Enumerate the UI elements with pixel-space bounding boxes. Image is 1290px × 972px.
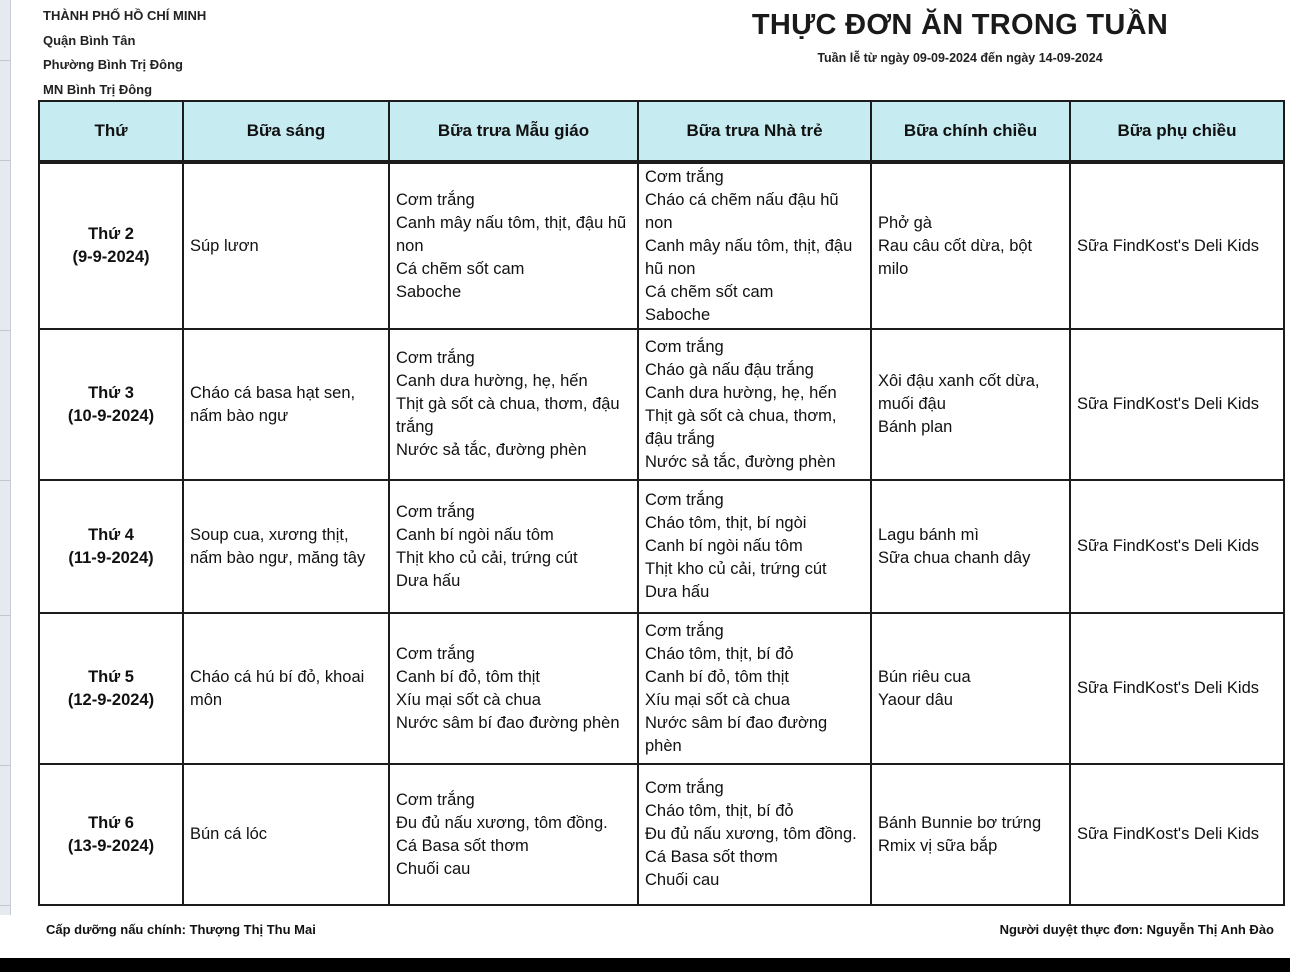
- rail-tick: [0, 330, 10, 331]
- dish-item: Saboche: [396, 282, 462, 301]
- dish-item: Nước sả tắc, đường phèn: [396, 441, 587, 459]
- dish-item: Lagu bánh mì: [878, 525, 979, 544]
- col-header-afternoon-main: Bữa chính chiều: [871, 101, 1070, 162]
- day-label: Thứ 2: [88, 225, 134, 243]
- dish-item: Sữa FindKost's Deli Kids: [1077, 679, 1260, 697]
- dish-item: Canh dưa hường, hẹ, hến: [645, 383, 837, 402]
- institution-header: [43, 4, 206, 102]
- day-label: Thứ 5: [88, 667, 134, 686]
- breakfast-cell: [183, 480, 389, 613]
- dish-item: Cơm trắng: [645, 621, 724, 640]
- head-cook-signature-line: Cấp dưỡng nấu chính: Thượng Thị Thu Mai: [46, 922, 316, 937]
- afternoon-snack-cell: [1070, 764, 1284, 905]
- afternoon-snack-cell: [1070, 329, 1284, 480]
- afternoon-main-cell: [871, 613, 1070, 764]
- dish-item: Cháo tôm, thịt, bí ngòi: [645, 514, 807, 532]
- rail-tick: [0, 905, 10, 906]
- lunch-nursery-cell: [638, 162, 871, 329]
- dish-item: Cháo cá hú bí đỏ, khoai môn: [190, 667, 365, 709]
- dish-item: Canh bí ngòi nấu tôm: [396, 525, 554, 544]
- dish-item: Chuối cau: [645, 871, 720, 889]
- dish-item: Cháo tôm, thịt, bí đỏ: [645, 644, 794, 663]
- dish-item: Soup cua, xương thịt, nấm bào ngư, măng tây: [190, 525, 366, 567]
- dish-item: Canh mây nấu tôm, thịt, đậu hũ non: [396, 213, 627, 255]
- dish-item: Đu đủ nấu xương, tôm đồng.: [645, 825, 857, 843]
- table-row: [39, 613, 1284, 764]
- screen-bottom-band: [0, 958, 1290, 972]
- lunch-kindergarten-cell: [389, 613, 638, 764]
- dish-item: Cháo tôm, thịt, bí đỏ: [645, 802, 794, 820]
- dish-item: Bún cá lóc: [190, 825, 268, 843]
- breakfast-cell: [183, 162, 389, 329]
- week-range: Tuần lễ từ ngày 09-09-2024 đến ngày 14-09-2024: [817, 51, 1103, 65]
- menu-approver-line: Người duyệt thực đơn: Nguyễn Thị Anh Đào: [999, 922, 1274, 937]
- afternoon-snack-cell: [1070, 613, 1284, 764]
- dish-item: Xíu mại sốt cà chua: [645, 690, 790, 709]
- dish-item: Cháo cá basa hạt sen, nấm bào ngư: [190, 383, 356, 425]
- rail-tick: [0, 615, 10, 616]
- dish-item: Phở gà: [878, 213, 932, 232]
- dish-item: Cá chẽm sốt cam: [396, 259, 525, 278]
- table-row: [39, 329, 1284, 480]
- city-name: THÀNH PHỐ HỒ CHÍ MINH: [43, 8, 207, 23]
- afternoon-main-cell: [871, 480, 1070, 613]
- day-date: (9-9-2024): [72, 248, 150, 266]
- afternoon-snack-cell: [1070, 480, 1284, 613]
- dish-item: Cá Basa sốt thơm: [645, 848, 778, 866]
- day-date: (11-9-2024): [68, 548, 154, 567]
- day-date: (10-9-2024): [67, 406, 155, 425]
- dish-item: Sữa FindKost's Deli Kids: [1077, 537, 1260, 555]
- rail-tick: [0, 60, 10, 61]
- dish-item: Cơm trắng: [645, 337, 724, 356]
- dish-item: Sữa chua chanh dây: [878, 548, 1031, 567]
- afternoon-main-cell: [871, 329, 1070, 480]
- dish-item: Súp lươn: [190, 236, 259, 255]
- table-row: [39, 480, 1284, 613]
- dish-item: Cơm trắng: [645, 167, 724, 186]
- dish-item: Cơm trắng: [645, 779, 724, 797]
- dish-item: Cơm trắng: [396, 190, 475, 209]
- document-title: THỰC ĐƠN ĂN TRONG TUẦN: [751, 9, 1169, 41]
- day-cell: [39, 764, 183, 905]
- dish-item: Rau câu cốt dừa, bột milo: [878, 236, 1033, 278]
- breakfast-cell: [183, 329, 389, 480]
- dish-item: Cá Basa sốt thơm: [396, 836, 529, 855]
- dish-item: Cháo gà nấu đậu trắng: [645, 360, 814, 379]
- weekly-menu-table: [38, 100, 1285, 906]
- lunch-kindergarten-cell: [389, 162, 638, 329]
- rail-tick: [0, 160, 10, 161]
- dish-item: Bánh plan: [878, 418, 953, 436]
- day-label: Thứ 3: [88, 383, 134, 402]
- rail-tick: [0, 480, 10, 481]
- day-date: (12-9-2024): [67, 690, 155, 709]
- dish-item: Canh bí ngòi nấu tôm: [645, 537, 803, 555]
- day-cell: [39, 162, 183, 329]
- ward-name: Phường Bình Trị Đông: [43, 57, 183, 72]
- dish-item: Nước sâm bí đao đường phèn: [645, 713, 828, 755]
- dish-item: Dưa hấu: [645, 583, 710, 601]
- lunch-kindergarten-cell: [389, 480, 638, 613]
- col-header-breakfast: Bữa sáng: [183, 101, 389, 162]
- dish-item: Xíu mại sốt cà chua: [396, 690, 541, 709]
- dish-item: Nước sâm bí đao đường phèn: [396, 713, 620, 732]
- dish-item: Cháo cá chẽm nấu đậu hũ non: [645, 190, 839, 232]
- dish-item: Canh bí đỏ, tôm thịt: [645, 667, 789, 686]
- lunch-nursery-cell: [638, 480, 871, 613]
- dish-item: Thịt kho củ cải, trứng cút: [396, 548, 578, 567]
- dish-item: Rmix vị sữa bắp: [878, 836, 998, 855]
- lunch-kindergarten-cell: [389, 329, 638, 480]
- afternoon-main-cell: [871, 162, 1070, 329]
- col-header-day: Thứ: [39, 101, 183, 162]
- lunch-nursery-cell: [638, 764, 871, 905]
- rail-tick: [0, 765, 10, 766]
- dish-item: Cơm trắng: [396, 349, 475, 367]
- dish-item: Dưa hấu: [396, 571, 461, 590]
- dish-item: Canh bí đỏ, tôm thịt: [396, 667, 540, 686]
- day-label: Thứ 4: [88, 525, 134, 544]
- school-name: MN Bình Trị Đông: [43, 81, 153, 97]
- dish-item: Cá chẽm sốt cam: [645, 282, 774, 301]
- dish-item: Thịt gà sốt cà chua, thơm, đậu trắng: [396, 395, 620, 436]
- lunch-nursery-cell: [638, 613, 871, 764]
- table-row: [39, 162, 1284, 329]
- breakfast-cell: [183, 764, 389, 905]
- dish-item: Cơm trắng: [396, 790, 475, 809]
- lunch-nursery-cell: [638, 329, 871, 480]
- dish-item: Cơm trắng: [396, 644, 475, 663]
- dish-item: Nước sả tắc, đường phèn: [645, 452, 836, 471]
- day-date: (13-9-2024): [67, 836, 155, 855]
- dish-item: Saboche: [645, 305, 711, 324]
- district-name: Quận Bình Tân: [43, 32, 136, 48]
- dish-item: Chuối cau: [396, 859, 471, 878]
- dish-item: Đu đủ nấu xương, tôm đồng.: [396, 813, 608, 832]
- col-header-afternoon-snack: Bữa phụ chiều: [1070, 101, 1284, 162]
- dish-item: Xôi đậu xanh cốt dừa, muối đậu: [878, 372, 1040, 413]
- dish-item: Sữa FindKost's Deli Kids: [1077, 395, 1260, 413]
- dish-item: Thịt kho củ cải, trứng cút: [645, 560, 827, 578]
- dish-item: Sữa FindKost's Deli Kids: [1077, 825, 1260, 843]
- dish-item: Cơm trắng: [645, 491, 724, 509]
- afternoon-main-cell: [871, 764, 1070, 905]
- day-cell: [39, 480, 183, 613]
- lunch-kindergarten-cell: [389, 764, 638, 905]
- dish-item: Thịt gà sốt cà chua, thơm, đậu trắng: [645, 406, 837, 448]
- table-header-row: [39, 101, 1284, 162]
- dish-item: Cơm trắng: [396, 502, 475, 521]
- col-header-lunch-nursery: Bữa trưa Nhà trẻ: [638, 101, 871, 162]
- breakfast-cell: [183, 613, 389, 764]
- day-cell: [39, 329, 183, 480]
- sheet-left-rail: [0, 0, 11, 915]
- dish-item: Yaour dâu: [878, 690, 953, 709]
- col-header-lunch-kindergarten: Bữa trưa Mẫu giáo: [389, 101, 638, 162]
- afternoon-snack-cell: [1070, 162, 1284, 329]
- table-row: [39, 764, 1284, 905]
- dish-item: Sữa FindKost's Deli Kids: [1077, 236, 1260, 255]
- day-label: Thứ 6: [88, 813, 134, 832]
- dish-item: Canh mây nấu tôm, thịt, đậu hũ non: [645, 236, 853, 278]
- dish-item: Bún riêu cua: [878, 667, 971, 686]
- dish-item: Canh dưa hường, hẹ, hến: [396, 372, 588, 390]
- dish-item: Bánh Bunnie bơ trứng: [878, 813, 1042, 832]
- day-cell: [39, 613, 183, 764]
